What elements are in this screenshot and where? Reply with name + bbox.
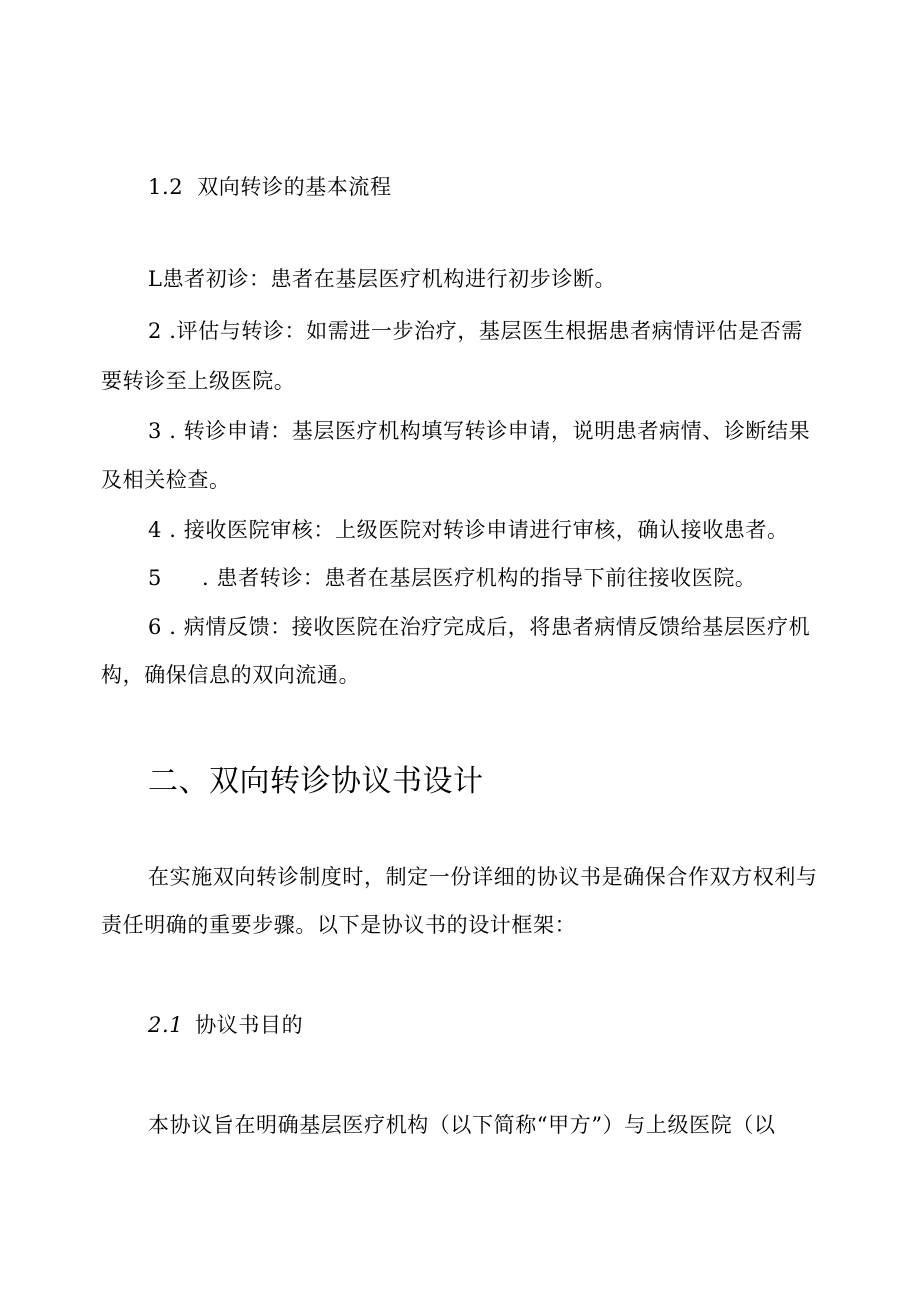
paragraph-text: 在实施双向转诊制度时，制定一份详细的协议书是确保合作双方权利与 (148, 865, 818, 889)
subsection-number: 2.1 (148, 1013, 184, 1037)
step-5 (148, 563, 757, 593)
step-number: 6 (148, 615, 162, 639)
subsection-number: 1.2 (148, 175, 184, 199)
step-text: .评估与转诊：如需进一步治疗，基层医生根据患者病情评估是否需 (161, 319, 803, 343)
step-number: 4 (148, 518, 162, 542)
step-number: 3 (148, 419, 162, 443)
step-2-continuation (101, 366, 295, 396)
step-text: . 转诊申请：基层医疗机构填写转诊申请，说明患者病情、诊断结果 (161, 419, 811, 443)
step-number: 2 (148, 319, 162, 343)
purpose-paragraph-line-1 (148, 1110, 775, 1140)
section-title: 二、双向转诊协议书设计 (148, 764, 484, 799)
step-text: . 患者转诊：患者在基层医疗机构的指导下前往接收医院。 (201, 566, 757, 590)
step-number: 5 (148, 566, 162, 590)
subsection-title: 协议书目的 (195, 1013, 304, 1037)
step-number: L (148, 267, 163, 291)
subsection-title: 双向转诊的基本流程 (197, 175, 392, 199)
step-6 (148, 612, 810, 642)
step-text: . 接收医院审核：上级医院对转诊申请进行审核，确认接收患者。 (161, 518, 789, 542)
step-2 (148, 316, 803, 346)
step-1 (148, 264, 616, 294)
step-3-continuation (101, 465, 231, 495)
step-4 (148, 515, 789, 545)
subsection-heading-2-1 (148, 1010, 303, 1040)
step-3 (148, 416, 810, 446)
intro-paragraph-line-1 (148, 862, 818, 892)
step-text-continuation: 构，确保信息的双向流通。 (101, 663, 361, 687)
step-6-continuation (101, 660, 360, 690)
step-text: . 病情反馈：接收医院在治疗完成后，将患者病情反馈给基层医疗机 (161, 615, 811, 639)
step-text: 患者初诊：患者在基层医疗机构进行初步诊断。 (162, 267, 617, 291)
subsection-heading-1-2 (148, 172, 392, 202)
step-text-continuation: 及相关检查。 (101, 468, 231, 492)
step-text-continuation: 要转诊至上级医院。 (101, 369, 296, 393)
paragraph-text: 本协议旨在明确基层医疗机构（以下简称“甲方”）与上级医院（以 (148, 1113, 776, 1137)
intro-paragraph-line-2 (101, 910, 576, 940)
paragraph-text: 责任明确的重要步骤。以下是协议书的设计框架： (101, 913, 577, 937)
section-heading-2 (148, 762, 484, 802)
